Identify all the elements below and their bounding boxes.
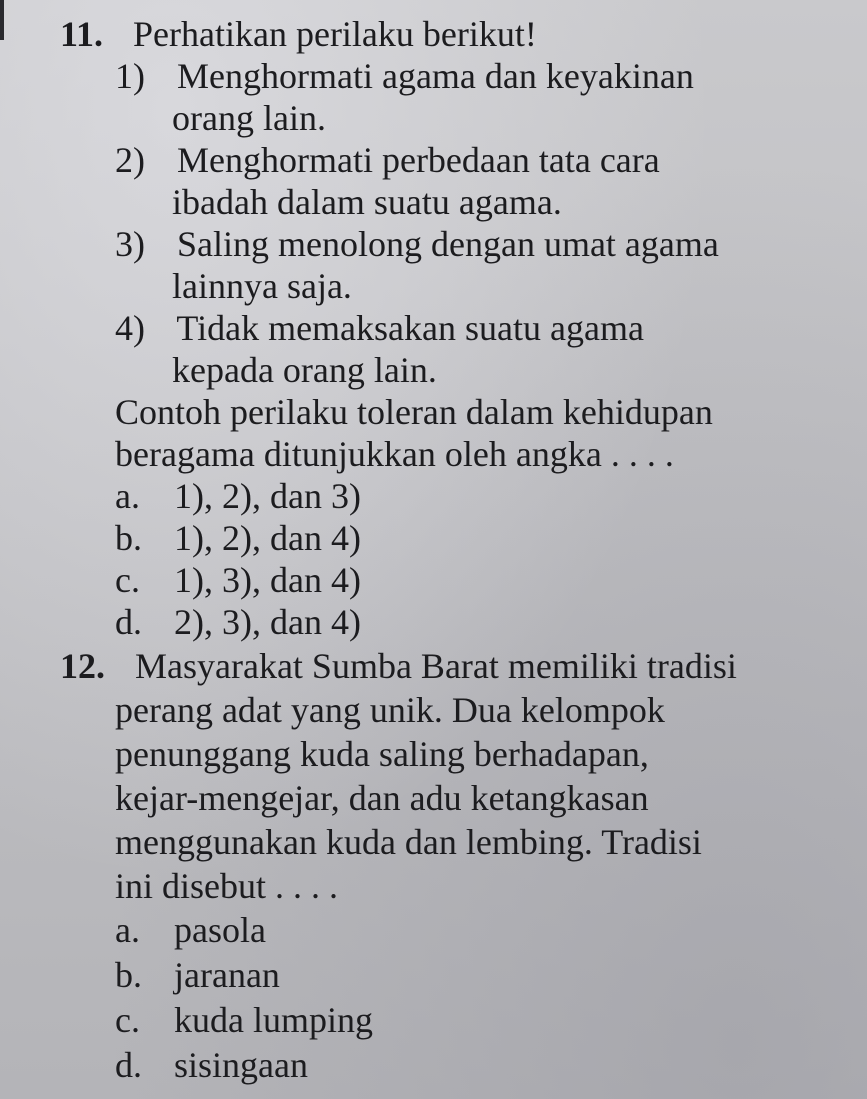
q11-number: 11.: [60, 14, 104, 54]
q11-item-2-text: Menghormati perbedaan tata cara: [177, 140, 660, 180]
q12-option-d-text: sisingaan: [174, 1045, 308, 1085]
q12-option-a-text: pasola: [174, 910, 266, 950]
q12-text-line-1: Masyarakat Sumba Barat memiliki tradisi: [135, 646, 737, 686]
q11-item-1-text: Menghormati agama dan keyakinan: [177, 56, 694, 96]
q11-option-c-text: 1), 3), dan 4): [174, 560, 361, 600]
q11-item-4-cont: kepada orang lain.: [172, 350, 437, 390]
q12-option-b: [115, 955, 280, 995]
q11-option-b-letter: b.: [115, 518, 142, 558]
q11-item-1-cont: orang lain.: [172, 98, 326, 138]
q12-option-d-letter: d.: [115, 1045, 142, 1085]
q12-option-c-letter: c.: [115, 1000, 140, 1040]
q12-text-line-4: kejar-mengejar, dan adu ketangkasan: [115, 778, 649, 818]
q12-text-line-3: penunggang kuda saling berhadapan,: [115, 734, 649, 774]
q12-option-c-text: kuda lumping: [174, 1000, 373, 1040]
q11-stem-line-2: beragama ditunjukkan oleh angka . . . .: [115, 434, 674, 474]
q11-title: Perhatikan perilaku berikut!: [133, 14, 537, 54]
q12-option-a: [115, 910, 266, 950]
q11-option-c-letter: c.: [115, 560, 140, 600]
q11-option-a: [115, 476, 361, 516]
q11-item-3: [115, 224, 719, 264]
q11-option-c: [115, 560, 361, 600]
q11-item-3-text: Saling menolong dengan umat agama: [177, 224, 719, 264]
q11-item-1-number: 1): [115, 56, 145, 96]
q11-option-d-letter: d.: [115, 602, 142, 642]
q11-heading: [60, 14, 537, 54]
q12-option-a-letter: a.: [115, 910, 140, 950]
q11-item-2-cont: ibadah dalam suatu agama.: [172, 182, 562, 222]
q11-stem-line-1: Contoh perilaku toleran dalam kehidupan: [115, 392, 713, 432]
q11-option-a-text: 1), 2), dan 3): [174, 476, 361, 516]
q12-text-line-2: perang adat yang unik. Dua kelompok: [115, 690, 665, 730]
q12-option-b-letter: b.: [115, 955, 142, 995]
q11-item-4: [115, 308, 644, 348]
q12-text-line-6: ini disebut . . . .: [115, 866, 338, 906]
q11-item-4-text: Tidak memaksakan suatu agama: [176, 308, 644, 348]
q12-number: 12.: [60, 646, 105, 686]
q12-option-b-text: jaranan: [174, 955, 280, 995]
q11-option-a-letter: a.: [115, 476, 140, 516]
q11-item-1: [115, 56, 694, 96]
q12-option-c: [115, 1000, 373, 1040]
q11-option-b: [115, 518, 361, 558]
q11-item-3-cont: lainnya saja.: [172, 266, 352, 306]
q12-text-line-5: menggunakan kuda dan lembing. Tradisi: [115, 822, 702, 862]
q11-option-b-text: 1), 2), dan 4): [174, 518, 361, 558]
q11-item-2-number: 2): [115, 140, 145, 180]
q11-item-2: [115, 140, 660, 180]
q11-option-d-text: 2), 3), dan 4): [174, 602, 361, 642]
q12-option-d: [115, 1045, 308, 1085]
q12-line-1: [60, 646, 737, 686]
q11-item-4-number: 4): [115, 308, 145, 348]
q11-option-d: [115, 602, 361, 642]
q11-item-3-number: 3): [115, 224, 145, 264]
